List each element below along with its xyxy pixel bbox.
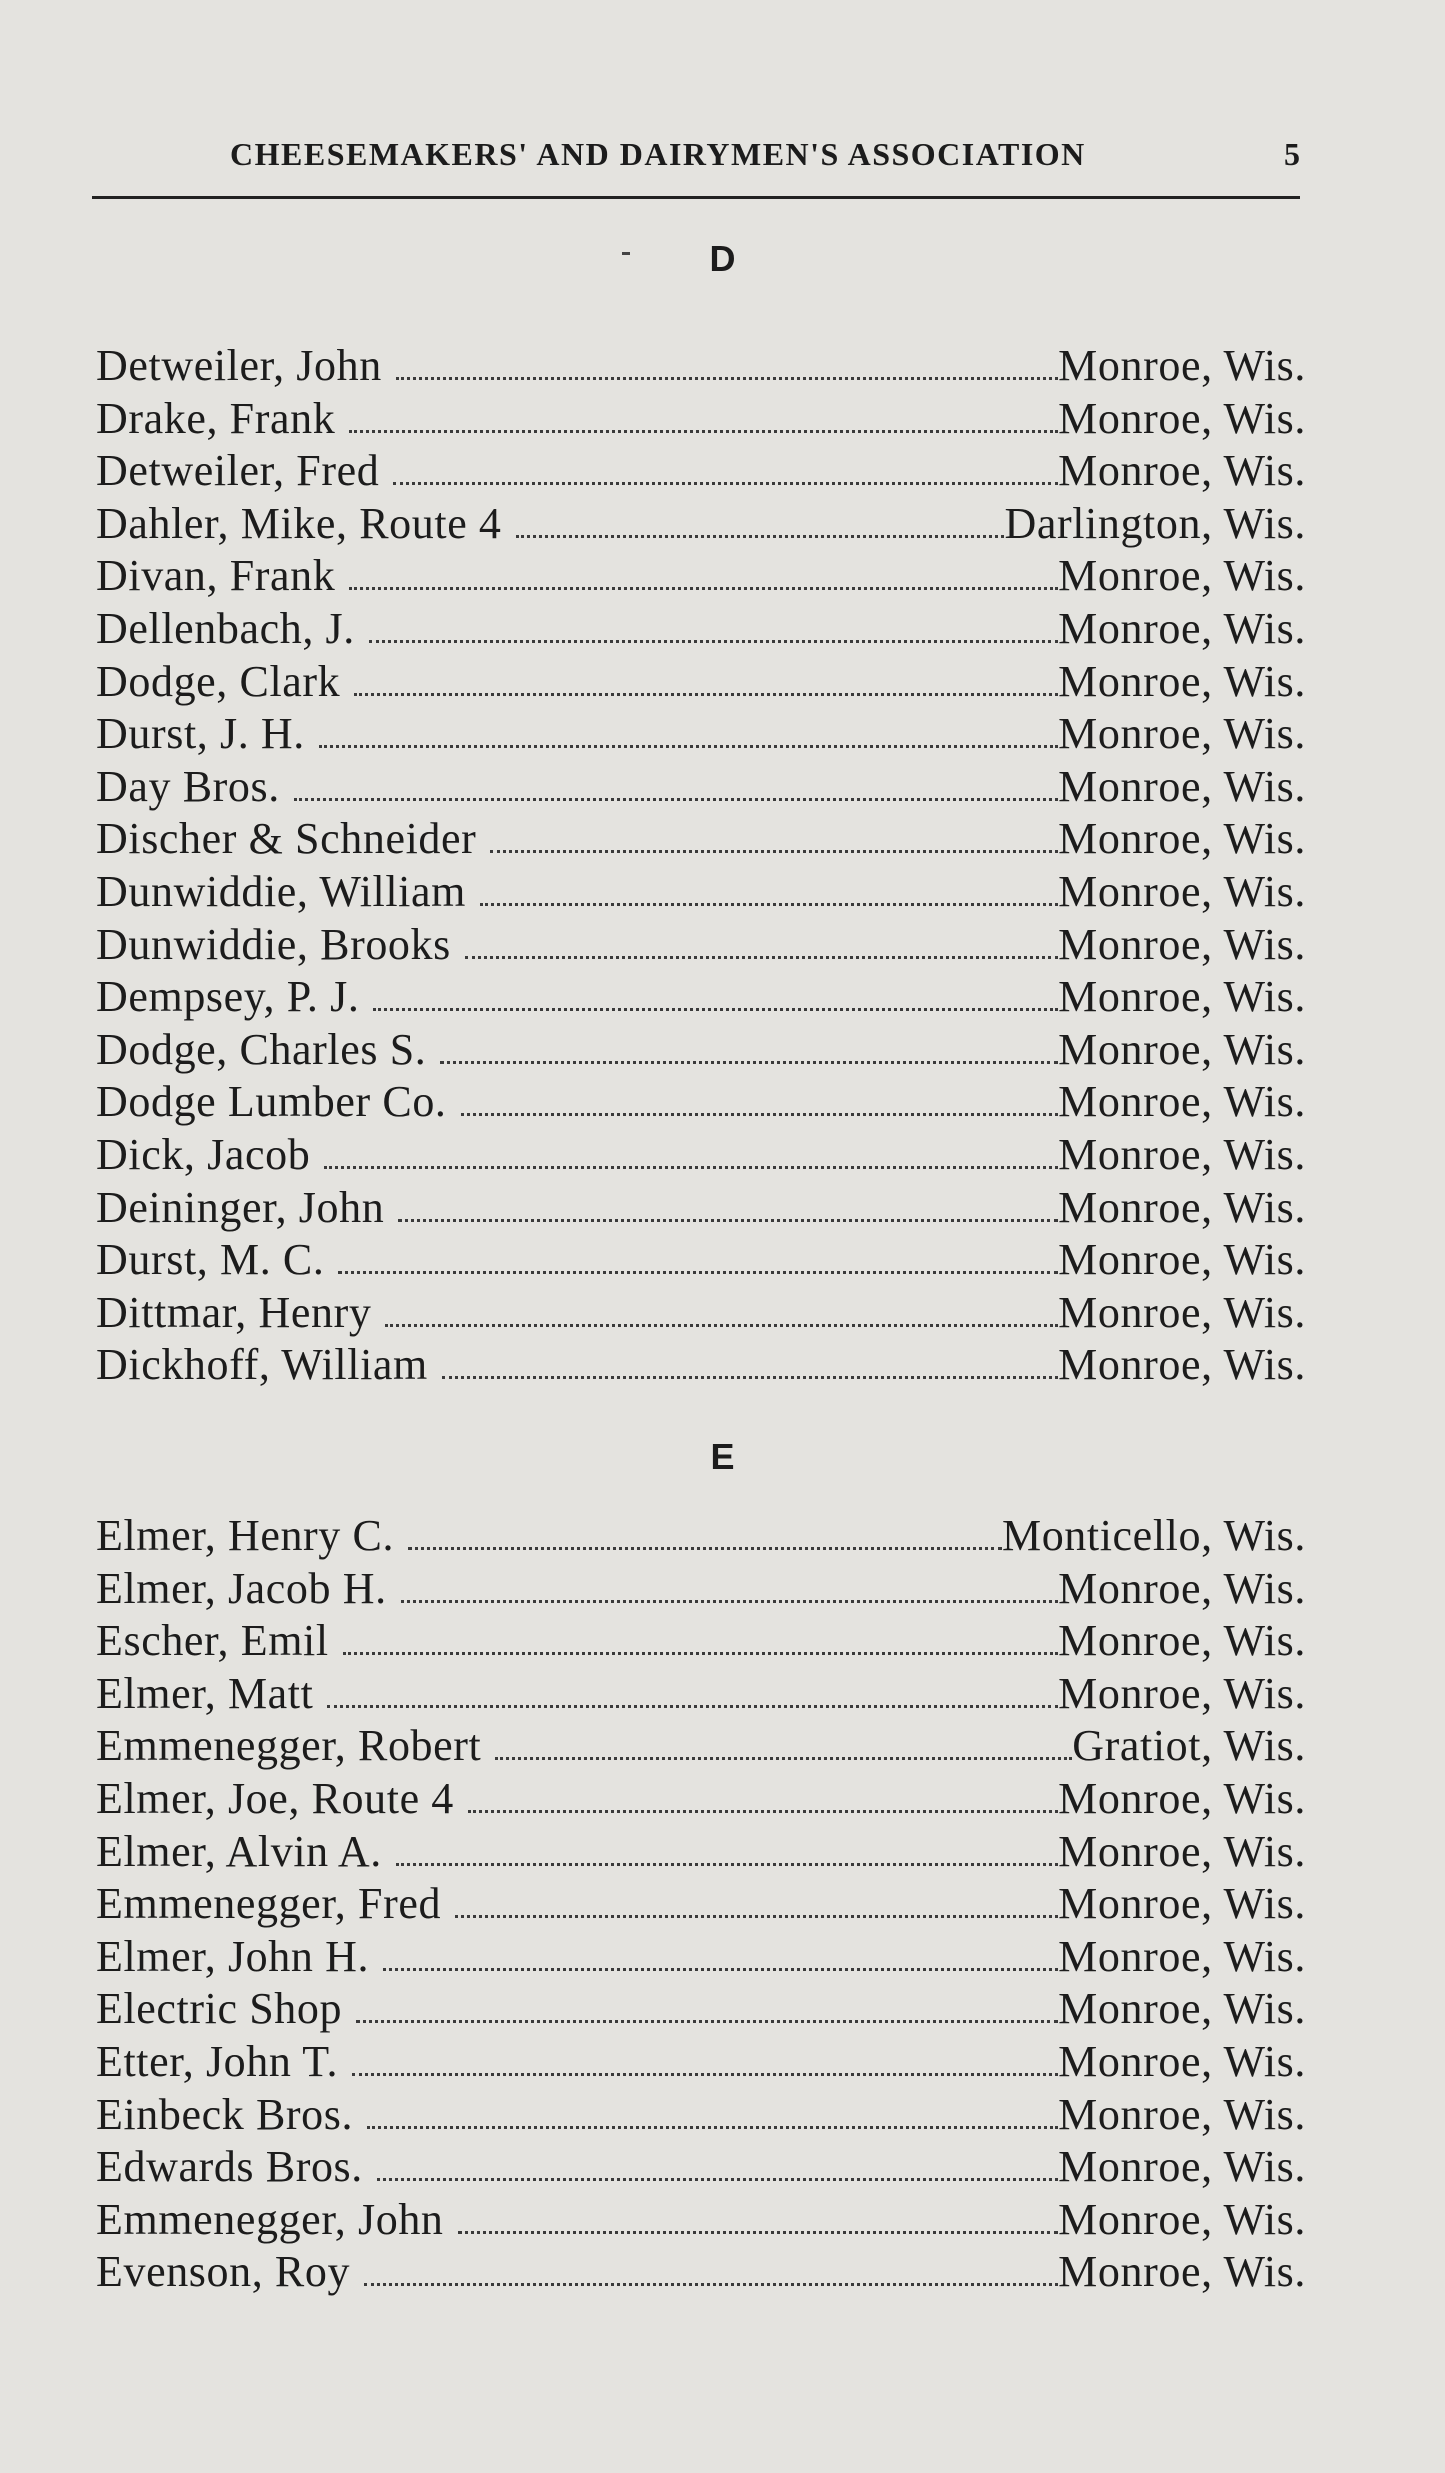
entry-place: Monroe, Wis.	[1058, 1340, 1306, 1390]
dot-leader	[324, 1166, 1058, 1169]
dot-leader	[490, 850, 1058, 853]
dot-leader	[367, 2126, 1058, 2129]
entry-place: Monroe, Wis.	[1058, 1984, 1306, 2034]
entry-place: Monroe, Wis.	[1058, 814, 1306, 864]
directory-entry	[96, 1931, 1306, 1984]
directory-entry	[96, 1773, 1306, 1826]
directory-entry	[96, 761, 1306, 814]
directory-entry	[96, 2194, 1306, 2247]
directory-entry	[96, 1615, 1306, 1668]
entry-place: Monroe, Wis.	[1058, 603, 1306, 653]
dot-leader	[327, 1705, 1058, 1708]
dot-leader	[440, 1061, 1058, 1064]
directory-entry	[96, 393, 1306, 446]
page-number: 5	[1284, 136, 1300, 172]
entry-name: Emmenegger, Robert	[96, 1721, 482, 1771]
dot-leader	[461, 1113, 1059, 1116]
directory-entry	[96, 1563, 1306, 1616]
entry-name: Dittmar, Henry	[96, 1287, 372, 1337]
entry-name: Emmenegger, John	[96, 2194, 444, 2244]
entry-place: Monroe, Wis.	[1058, 341, 1306, 390]
entry-place: Monroe, Wis.	[1058, 2142, 1306, 2192]
entry-name: Dellenbach, J.	[96, 603, 355, 653]
entry-name: Elmer, Joe, Route 4	[96, 1773, 454, 1823]
directory-entry	[96, 550, 1306, 603]
entry-name: Dunwiddie, William	[96, 866, 466, 916]
running-head	[92, 128, 1300, 184]
dot-leader	[349, 430, 1058, 433]
dot-leader	[480, 903, 1058, 906]
entry-name: Elmer, Jacob H.	[96, 1563, 387, 1613]
dot-leader	[364, 2283, 1058, 2286]
dot-leader	[377, 2178, 1058, 2181]
directory-entry	[96, 603, 1306, 656]
directory-entry	[96, 1720, 1306, 1773]
dot-leader	[495, 1757, 1072, 1760]
directory-entry	[96, 1076, 1306, 1129]
dot-leader	[408, 1547, 1002, 1550]
entry-place: Monroe, Wis.	[1058, 1077, 1306, 1127]
directory-entry	[96, 1024, 1306, 1077]
section-e-list	[96, 1510, 1306, 2299]
entry-name: Escher, Emil	[96, 1616, 329, 1666]
header-rule	[92, 196, 1300, 199]
entry-name: Elmer, Henry C.	[96, 1511, 395, 1560]
directory-entry	[96, 1983, 1306, 2036]
entry-name: Emmenegger, Fred	[96, 1879, 442, 1929]
entry-place: Monroe, Wis.	[1058, 1879, 1306, 1929]
entry-name: Elmer, Matt	[96, 1668, 314, 1718]
entry-name: Discher & Schneider	[96, 814, 477, 864]
dot-leader	[294, 798, 1058, 801]
entry-place: Monroe, Wis.	[1058, 1024, 1306, 1074]
entry-place: Monroe, Wis.	[1058, 1668, 1306, 1718]
entry-place: Monroe, Wis.	[1058, 1773, 1306, 1823]
directory-entry	[96, 340, 1306, 393]
entry-name: Dahler, Mike, Route 4	[96, 498, 502, 548]
dot-leader	[383, 1968, 1058, 1971]
directory-entry	[96, 498, 1306, 551]
dot-leader	[385, 1324, 1058, 1327]
entry-name: Etter, John T.	[96, 2036, 339, 2086]
dot-leader	[338, 1271, 1058, 1274]
entry-place: Monroe, Wis.	[1058, 972, 1306, 1022]
entry-name: Durst, J. H.	[96, 709, 305, 759]
dot-leader	[393, 482, 1058, 485]
dot-leader	[343, 1652, 1058, 1655]
dot-leader	[458, 2231, 1059, 2234]
dot-leader	[398, 1219, 1058, 1222]
dot-leader	[465, 956, 1058, 959]
directory-entry	[96, 2089, 1306, 2142]
directory-entry	[96, 1129, 1306, 1182]
directory-entry	[96, 2141, 1306, 2194]
entry-place: Monroe, Wis.	[1058, 1931, 1306, 1981]
entry-name: Dunwiddie, Brooks	[96, 919, 451, 969]
dot-leader	[349, 587, 1058, 590]
dot-leader	[356, 2020, 1058, 2023]
entry-place: Monroe, Wis.	[1058, 2247, 1306, 2297]
dot-leader	[319, 745, 1058, 748]
entry-place: Monticello, Wis.	[1001, 1511, 1306, 1560]
entry-place: Monroe, Wis.	[1058, 866, 1306, 916]
dot-leader	[442, 1376, 1058, 1379]
directory-entry	[96, 1668, 1306, 1721]
entry-place: Monroe, Wis.	[1058, 1235, 1306, 1285]
entry-place: Monroe, Wis.	[1058, 761, 1306, 811]
entry-place: Monroe, Wis.	[1058, 2036, 1306, 2086]
dot-leader	[455, 1915, 1058, 1918]
entry-name: Edwards Bros.	[96, 2142, 363, 2192]
entry-name: Detweiler, Fred	[96, 446, 380, 496]
entry-place: Monroe, Wis.	[1058, 656, 1306, 706]
entry-name: Dick, Jacob	[96, 1129, 311, 1179]
directory-entry	[96, 1510, 1306, 1563]
directory-entry	[96, 2036, 1306, 2089]
directory-entry	[96, 1878, 1306, 1931]
directory-entry	[96, 1826, 1306, 1879]
dot-leader	[396, 1863, 1058, 1866]
dot-leader	[352, 2073, 1058, 2076]
entry-place: Monroe, Wis.	[1058, 1129, 1306, 1179]
entry-place: Gratiot, Wis.	[1072, 1721, 1306, 1771]
directory-entry	[96, 445, 1306, 498]
entry-place: Monroe, Wis.	[1058, 2089, 1306, 2139]
entry-name: Deininger, John	[96, 1182, 385, 1232]
entry-name: Dodge, Charles S.	[96, 1024, 427, 1074]
dot-leader	[373, 1008, 1058, 1011]
directory-entry	[96, 708, 1306, 761]
entry-place: Monroe, Wis.	[1058, 393, 1306, 443]
entry-name: Drake, Frank	[96, 393, 336, 443]
entry-name: Einbeck Bros.	[96, 2089, 354, 2139]
entry-name: Dodge, Clark	[96, 656, 341, 706]
section-letter-d: D	[709, 238, 736, 279]
entry-name: Dickhoff, William	[96, 1340, 428, 1390]
entry-name: Elmer, John H.	[96, 1931, 370, 1981]
entry-place: Monroe, Wis.	[1058, 919, 1306, 969]
directory-entry	[96, 1234, 1306, 1287]
entry-name: Elmer, Alvin A.	[96, 1826, 382, 1876]
entry-name: Day Bros.	[96, 761, 280, 811]
directory-entry	[96, 866, 1306, 919]
entry-place: Monroe, Wis.	[1058, 709, 1306, 759]
entry-place: Monroe, Wis.	[1058, 2194, 1306, 2244]
entry-place: Monroe, Wis.	[1058, 446, 1306, 496]
entry-place: Darlington, Wis.	[1004, 498, 1306, 548]
dot-leader	[516, 535, 1005, 538]
directory-entry	[96, 2246, 1306, 2299]
entry-place: Monroe, Wis.	[1058, 1563, 1306, 1613]
entry-place: Monroe, Wis.	[1058, 1182, 1306, 1232]
directory-entry	[96, 1287, 1306, 1340]
entry-name: Detweiler, John	[96, 341, 382, 390]
entry-name: Evenson, Roy	[96, 2247, 351, 2297]
entry-name: Dodge Lumber Co.	[96, 1077, 447, 1127]
dot-leader	[396, 377, 1058, 380]
directory-entry	[96, 1339, 1306, 1392]
directory-entry	[96, 971, 1306, 1024]
entry-place: Monroe, Wis.	[1058, 1616, 1306, 1666]
entry-name: Dempsey, P. J.	[96, 972, 360, 1022]
dot-leader	[354, 693, 1058, 696]
section-letter-e: E	[710, 1436, 735, 1477]
dot-leader	[401, 1600, 1058, 1603]
entry-place: Monroe, Wis.	[1058, 1826, 1306, 1876]
entry-name: Divan, Frank	[96, 551, 336, 601]
directory-entry	[96, 919, 1306, 972]
directory-entry	[96, 1182, 1306, 1235]
entry-name: Electric Shop	[96, 1984, 343, 2034]
entry-name: Durst, M. C.	[96, 1235, 325, 1285]
section-d-list	[96, 340, 1306, 1392]
directory-entry	[96, 813, 1306, 866]
entry-place: Monroe, Wis.	[1058, 551, 1306, 601]
entry-place: Monroe, Wis.	[1058, 1287, 1306, 1337]
running-title: CHEESEMAKERS' AND DAIRYMEN'S ASSOCIATION	[230, 136, 1086, 172]
directory-entry	[96, 656, 1306, 709]
dot-leader	[468, 1810, 1058, 1813]
dot-leader	[369, 640, 1058, 643]
